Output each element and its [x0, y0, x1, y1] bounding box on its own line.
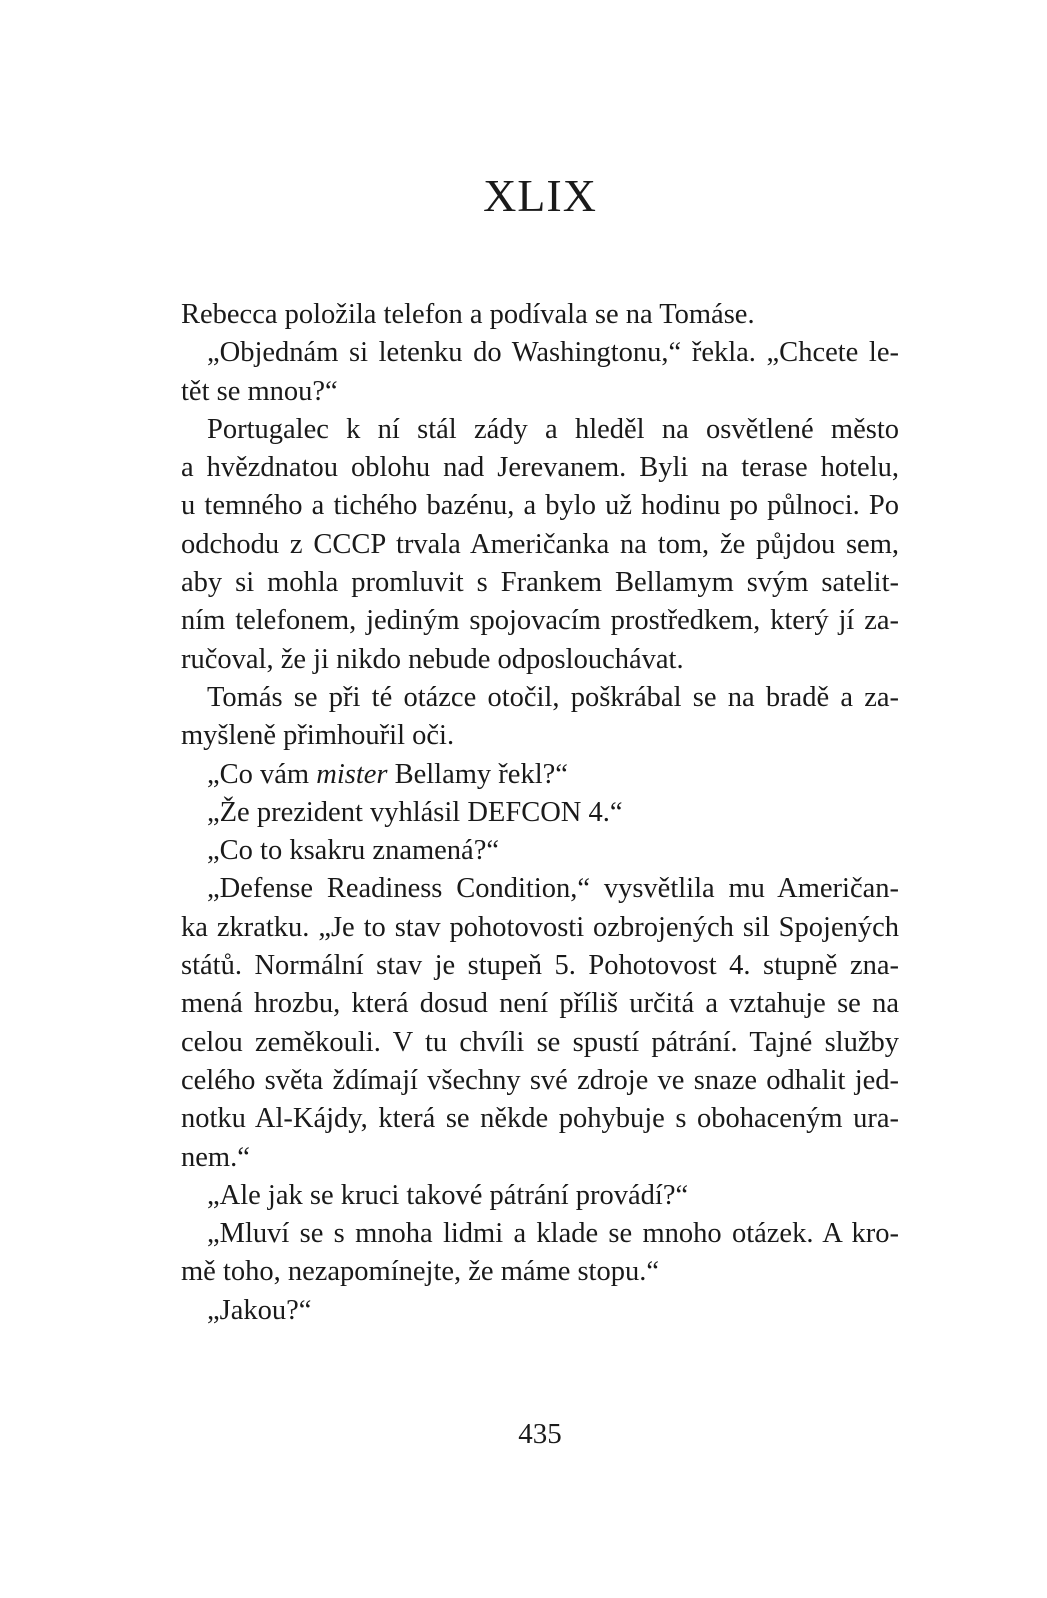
text-line: Tomás se při té otázce otočil, poškrábal se na bradě a za- — [207, 681, 899, 713]
text-line: ka zkratku. „Je to stav pohotovosti ozbrojených sil Spojených — [181, 911, 899, 943]
italic-word: mister — [316, 758, 388, 790]
text-line: „Co to ksakru znamená?“ — [207, 835, 499, 867]
text-line: Rebecca položila telefon a podívala se na Tomáse. — [181, 299, 755, 330]
text-line: tět se mnou?“ — [181, 375, 338, 407]
text-line: celého světa ždímají všechny své zdroje ve snaze odhalit jed- — [181, 1064, 899, 1096]
text-line: „Defense Readiness Condition,“ vysvětlila mu Američan- — [207, 873, 899, 905]
text-line: u temného a tichého bazénu, a bylo už hodinu po půlnoci. Po — [181, 490, 899, 522]
text-line: notku Al-Kájdy, která se někde pohybuje s obohaceným ura- — [181, 1103, 899, 1135]
text-line: mená hrozbu, která dosud není příliš určitá a vztahuje se na — [181, 988, 899, 1020]
text-line: „Ale jak se kruci takové pátrání provádí?“ — [207, 1179, 689, 1211]
text-line: ručoval, že ji nikdo nebude odposlouchávat. — [181, 643, 684, 675]
text-line: myšleně přimhouřil oči. — [181, 720, 455, 752]
text-line: „Objednám si letenku do Washingtonu,“ řekla. „Chcete le- — [207, 337, 899, 369]
text-line: „Že prezident vyhlásil DEFCON 4.“ — [207, 796, 623, 828]
text-line: mě toho, nezapomínejte, že máme stopu.“ — [181, 1256, 660, 1288]
text-line: celou zeměkouli. V tu chvíli se spustí pátrání. Tajné služby — [181, 1026, 899, 1058]
body-text — [181, 296, 899, 1330]
text-line: „Jakou?“ — [207, 1294, 312, 1326]
text-line: a hvězdnatou oblohu nad Jerevanem. Byli na terase hotelu, — [181, 452, 899, 484]
text-line: „Mluví se s mnoha lidmi a klade se mnoho otázek. A kro- — [207, 1218, 899, 1250]
page-number: 435 — [518, 1418, 562, 1450]
text-line: států. Normální stav je stupeň 5. Pohotovost 4. stupně zna- — [181, 950, 899, 982]
text-line: ním telefonem, jediným spojovacím prostředkem, který jí za- — [181, 605, 899, 637]
text-line: aby si mohla promluvit s Frankem Bellamym svým satelit- — [181, 567, 899, 599]
text-line: odchodu z CCCP trvala Američanka na tom, že půjdou sem, — [181, 528, 899, 560]
text-line: Portugalec k ní stál zády a hleděl na osvětlené město — [207, 413, 899, 445]
chapter-title: XLIX — [483, 170, 597, 221]
text-line: „Co vám mister Bellamy řekl?“ — [207, 758, 568, 790]
text-line: nem.“ — [181, 1141, 250, 1173]
